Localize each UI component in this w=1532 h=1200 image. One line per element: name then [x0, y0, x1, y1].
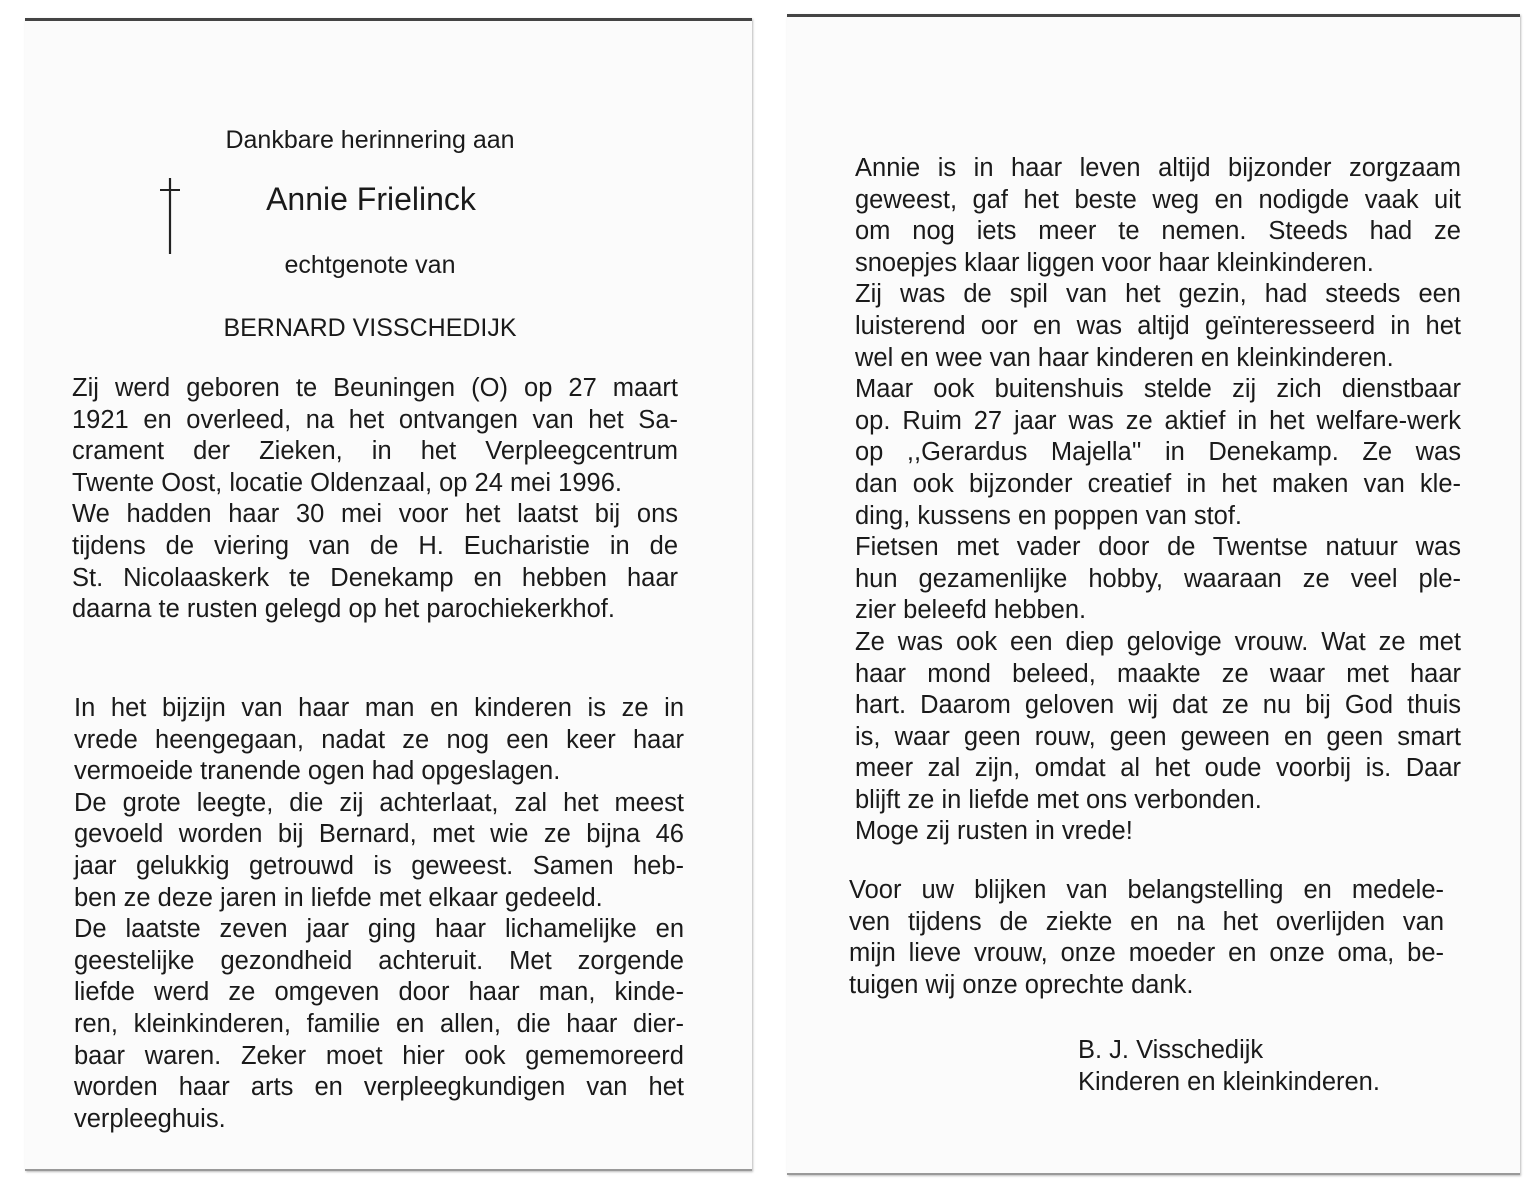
text-line: vermoeide tranende ogen had opgeslagen.: [74, 757, 561, 786]
text-line: B. J. Visschedijk: [1078, 1036, 1264, 1064]
text-line: ren, kleinkinderen, familie en allen, die haar dier-: [74, 1009, 684, 1038]
relation-text: echtgenote van: [284, 251, 456, 279]
text-line: In het bijzijn van haar man en kinderen is ze in: [74, 694, 684, 722]
text-line: verpleeghuis.: [74, 1104, 226, 1133]
text-line: Maar ook buitenshuis stelde zij zich dienstbaar: [855, 375, 1461, 404]
text-line: meer zal zijn, omdat al het oude voorbij is. Daar: [855, 754, 1461, 783]
text-line: Twente Oost, locatie Oldenzaal, op 24 mei 1996.: [72, 468, 622, 497]
text-line: zier beleefd hebben.: [855, 596, 1087, 625]
text-line: ven tijdens de ziekte en na het overlijden van: [849, 907, 1444, 936]
left-card: [25, 18, 752, 1171]
text-line: geestelijke gezondheid achteruit. Met zorgende: [74, 946, 684, 975]
text-line: blijft ze in liefde met ons verbonden.: [855, 785, 1262, 814]
text-line: ding, kussens en poppen van stof.: [855, 501, 1243, 530]
text-line: op ,,Gerardus Majella'' in Denekamp. Ze was: [855, 438, 1461, 467]
text-line: is, waar geen rouw, geen geween en geen smart: [855, 722, 1461, 751]
spouse-name: BERNARD VISSCHEDIJK: [223, 314, 517, 342]
text-line: Zij was de spil van het gezin, had steeds een: [855, 280, 1461, 309]
text-line: tijdens de viering van de H. Eucharistie in de: [72, 531, 678, 560]
text-line: gevoeld worden bij Bernard, met wie ze bijna 46: [74, 820, 684, 849]
text-line: 1921 en overleed, na het ontvangen van het Sa-: [72, 405, 678, 434]
text-line: hart. Daarom geloven wij dat ze nu bij God thuis: [855, 691, 1461, 720]
text-line: vrede heengegaan, nadat ze nog een keer haar: [74, 725, 684, 754]
text-line: hun gezamenlijke hobby, waaraan ze veel ple-: [855, 564, 1461, 593]
text-line: Fietsen met vader door de Twentse natuur was: [855, 533, 1461, 562]
thanks-paragraph: [849, 875, 1444, 1001]
text-line: Voor uw blijken van belangstelling en medele-: [849, 876, 1444, 904]
text-line: geweest, gaf het beste weg en nodigde vaak uit: [855, 185, 1461, 214]
text-line: Ze was ook een diep gelovige vrouw. Wat ze met: [855, 627, 1461, 656]
text-line: daarna te rusten gelegd op het parochiekerkhof.: [72, 595, 615, 624]
text-line: Kinderen en kleinkinderen.: [1078, 1067, 1380, 1096]
text-line: liefde werd ze omgeven door haar man, kinde-: [74, 978, 684, 1007]
text-line: dan ook bijzonder creatief in het maken van kle-: [855, 469, 1461, 498]
text-line: crament der Zieken, in het Verpleegcentrum: [72, 437, 678, 466]
text-line: De laatste zeven jaar ging haar lichamelijke en: [74, 915, 684, 944]
text-line: St. Nicolaaskerk te Denekamp en hebben haar: [72, 563, 678, 592]
signature: [1078, 1035, 1458, 1098]
text-line: tuigen wij onze oprechte dank.: [849, 970, 1194, 999]
text-line: baar waren. Zeker moet hier ook gememoreerd: [74, 1041, 684, 1070]
life-paragraph: [855, 153, 1461, 848]
text-line: op. Ruim 27 jaar was ze aktief in het welfare-werk: [855, 406, 1461, 435]
text-line: Moge zij rusten in vrede!: [855, 817, 1133, 846]
text-line: worden haar arts en verpleegkundigen van het: [74, 1073, 684, 1102]
deceased-name: Annie Frielinck: [266, 181, 476, 217]
text-line: snoepjes klaar liggen voor haar kleinkinderen.: [855, 248, 1374, 277]
intro-text: Dankbare herinnering aan: [225, 126, 515, 154]
text-line: Annie is in haar leven altijd bijzonder zorgzaam: [855, 154, 1461, 182]
text-line: Zij werd geboren te Beuningen (O) op 27 maart: [72, 374, 678, 402]
text-line: wel en wee van haar kinderen en kleinkinderen.: [855, 343, 1394, 372]
text-line: We hadden haar 30 mei voor het laatst bij ons: [72, 500, 678, 529]
right-card: [787, 14, 1520, 1175]
text-line: luisterend oor en was altijd geïnteresseerd in het: [855, 311, 1461, 340]
text-line: haar mond beleed, maakte ze waar met haar: [855, 659, 1461, 688]
biography-paragraph: [72, 373, 678, 626]
text-line: om nog iets meer te nemen. Steeds had ze: [855, 217, 1461, 246]
passing-paragraph: [74, 693, 684, 1135]
text-line: jaar gelukkig getrouwd is geweest. Samen heb-: [74, 851, 684, 880]
text-line: De grote leegte, die zij achterlaat, zal het meest: [74, 788, 684, 817]
text-line: mijn lieve vrouw, onze moeder en onze oma, be-: [849, 939, 1444, 968]
text-line: ben ze deze jaren in liefde met elkaar gedeeld.: [74, 883, 603, 912]
